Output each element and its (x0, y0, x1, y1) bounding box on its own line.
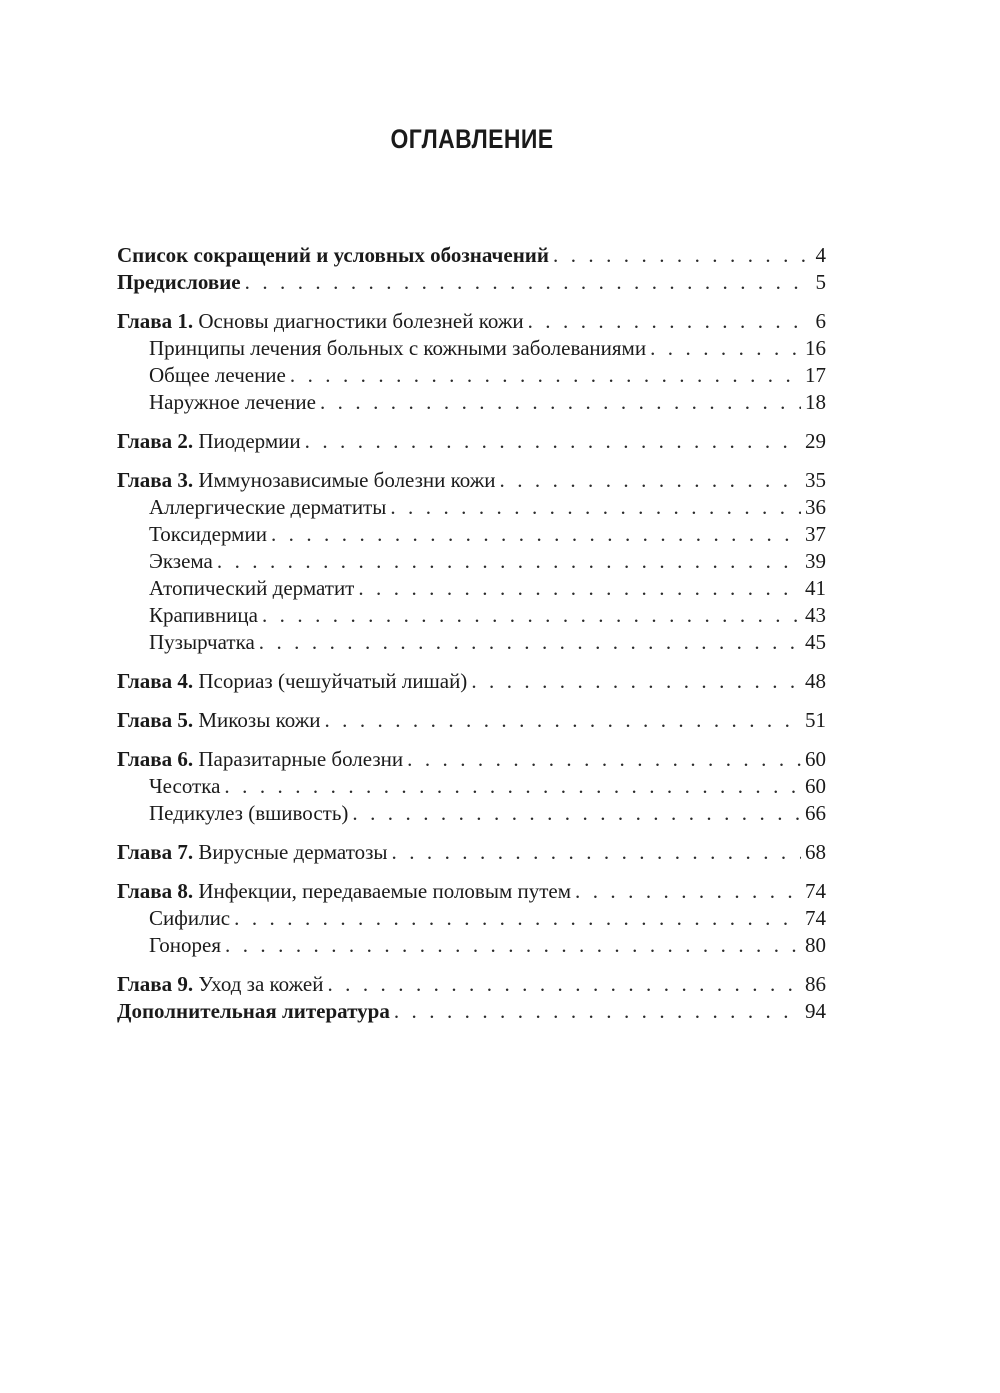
toc-group (117, 878, 826, 959)
toc-entry-heading: Дополнительная литература (117, 999, 390, 1023)
toc-subentry[interactable] (117, 335, 826, 362)
toc-subentry[interactable] (117, 521, 826, 548)
toc-entry-heading: Глава 8. (117, 879, 194, 903)
toc-page-number: 60 (805, 774, 826, 798)
dot-leader (271, 521, 801, 548)
toc-page-number: 74 (805, 879, 826, 903)
toc-entry-label (117, 428, 301, 455)
toc-subentry[interactable] (117, 389, 826, 416)
toc-subentry[interactable] (117, 494, 826, 521)
toc-entry-label (149, 389, 316, 416)
toc-page-number: 60 (805, 747, 826, 771)
toc-page-number: 51 (805, 708, 826, 732)
toc-entry-label (149, 905, 230, 932)
toc-subentry[interactable] (117, 773, 826, 800)
toc-page-number: 16 (805, 336, 826, 360)
toc-entry-label (117, 971, 323, 998)
toc-subentry[interactable] (117, 905, 826, 932)
dot-leader (575, 878, 801, 905)
toc-entry[interactable] (117, 467, 826, 494)
toc-page-number: 4 (815, 243, 826, 267)
dot-leader (352, 800, 801, 827)
toc-entry-title: Вирусные дерматозы (193, 840, 388, 864)
dot-leader (390, 494, 801, 521)
dot-leader (262, 602, 801, 629)
dot-leader (290, 362, 801, 389)
toc-subentry[interactable] (117, 602, 826, 629)
toc-page-number: 43 (805, 603, 826, 627)
toc-page-number: 74 (805, 906, 826, 930)
toc-entry-title: Общее лечение (149, 363, 286, 387)
toc-page-number: 35 (805, 468, 826, 492)
toc-entry-heading: Глава 7. (117, 840, 194, 864)
toc-entry-title: Паразитарные болезни (193, 747, 404, 771)
toc-entry-label (149, 773, 220, 800)
toc-entry-heading: Глава 5. (117, 708, 194, 732)
toc-entry-title: Принципы лечения больных с кожными заболеваниями (149, 336, 647, 360)
toc-group (117, 746, 826, 827)
toc-entry-title: Иммунозависимые болезни кожи (193, 468, 496, 492)
toc-entry-label (149, 629, 255, 656)
toc-page-number: 36 (805, 495, 826, 519)
dot-leader (500, 467, 801, 494)
toc-entry-title: Чесотка (149, 774, 221, 798)
toc-entry-heading: Глава 2. (117, 429, 194, 453)
toc-page-number: 5 (815, 270, 826, 294)
toc-page-number: 37 (805, 522, 826, 546)
toc-page-number: 66 (805, 801, 826, 825)
toc-entry-label (149, 800, 348, 827)
toc-entry-label (149, 494, 386, 521)
toc-entry-label (149, 521, 267, 548)
dot-leader (358, 575, 801, 602)
dot-leader (225, 932, 801, 959)
toc-group (117, 668, 826, 695)
toc-entry-heading: Глава 4. (117, 669, 194, 693)
toc-entry-title: Токсидермии (149, 522, 267, 546)
toc-entry-label (117, 707, 320, 734)
toc-group (117, 308, 826, 416)
toc-entry-title: Пиодермии (193, 429, 301, 453)
toc-entry[interactable] (117, 746, 826, 773)
toc-page-number: 18 (805, 390, 826, 414)
toc-subentry[interactable] (117, 629, 826, 656)
toc-entry-title: Сифилис (149, 906, 231, 930)
toc-entry-title: Гонорея (149, 933, 222, 957)
table-of-contents (117, 242, 826, 1037)
toc-entry-title: Основы диагностики болезней кожи (193, 309, 524, 333)
dot-leader (471, 668, 801, 695)
toc-entry[interactable] (117, 242, 826, 269)
dot-leader (650, 335, 801, 362)
toc-entry-label (117, 878, 571, 905)
toc-page-number: 29 (805, 429, 826, 453)
toc-entry-label (149, 932, 221, 959)
toc-group (117, 428, 826, 455)
toc-group (117, 707, 826, 734)
dot-leader (392, 839, 802, 866)
toc-entry-label (149, 362, 286, 389)
toc-entry-label (149, 548, 213, 575)
dot-leader (407, 746, 801, 773)
toc-entry-heading: Глава 6. (117, 747, 194, 771)
toc-entry-title: Атопический дерматит (149, 576, 355, 600)
toc-entry-label (149, 602, 258, 629)
toc-group (117, 467, 826, 656)
toc-page-number: 48 (805, 669, 826, 693)
toc-page-number: 39 (805, 549, 826, 573)
toc-entry-heading: Список сокращений и условных обозначений (117, 243, 549, 267)
toc-entry-heading: Предисловие (117, 270, 241, 294)
toc-entry-title: Инфекции, передаваемые половым путем (193, 879, 572, 903)
toc-entry[interactable] (117, 971, 826, 998)
toc-entry-label (149, 335, 646, 362)
toc-entry-title: Крапивница (149, 603, 258, 627)
page-title: ОГЛАВЛЕНИЕ (390, 124, 554, 154)
toc-page-number: 6 (815, 309, 826, 333)
toc-entry[interactable] (117, 428, 826, 455)
toc-entry-title: Псориаз (чешуйчатый лишай) (193, 669, 468, 693)
toc-entry-label (117, 839, 388, 866)
dot-leader (224, 773, 801, 800)
toc-page-number: 45 (805, 630, 826, 654)
dot-leader (320, 389, 801, 416)
toc-page-number: 17 (805, 363, 826, 387)
dot-leader (245, 269, 812, 296)
toc-page-number: 80 (805, 933, 826, 957)
toc-group (117, 839, 826, 866)
dot-leader (528, 308, 812, 335)
toc-entry-title: Педикулез (вшивость) (149, 801, 349, 825)
toc-entry-label (149, 575, 354, 602)
dot-leader (259, 629, 801, 656)
toc-entry-label (117, 467, 496, 494)
toc-subentry[interactable] (117, 932, 826, 959)
toc-entry-label (117, 668, 467, 695)
toc-entry-heading: Глава 9. (117, 972, 194, 996)
toc-page-number: 68 (805, 840, 826, 864)
toc-entry-label (117, 242, 549, 269)
toc-entry-title: Микозы кожи (193, 708, 321, 732)
toc-entry-title: Уход за кожей (193, 972, 324, 996)
toc-entry-title: Аллергические дерматиты (149, 495, 387, 519)
toc-group (117, 242, 826, 296)
dot-leader (394, 998, 801, 1025)
toc-subentry[interactable] (117, 575, 826, 602)
toc-page-number: 86 (805, 972, 826, 996)
toc-entry-label (117, 746, 403, 773)
toc-group (117, 971, 826, 1025)
dot-leader (305, 428, 801, 455)
toc-entry[interactable] (117, 269, 826, 296)
toc-entry[interactable] (117, 308, 826, 335)
toc-entry-label (117, 998, 390, 1025)
toc-entry-title: Пузырчатка (149, 630, 255, 654)
dot-leader (217, 548, 801, 575)
dot-leader (324, 707, 801, 734)
toc-entry[interactable] (117, 707, 826, 734)
dot-leader (327, 971, 801, 998)
dot-leader (234, 905, 801, 932)
toc-entry-label (117, 269, 241, 296)
toc-page-number: 41 (805, 576, 826, 600)
toc-page-number: 94 (805, 999, 826, 1023)
toc-entry[interactable] (117, 668, 826, 695)
toc-entry-label (117, 308, 524, 335)
toc-subentry[interactable] (117, 362, 826, 389)
dot-leader (553, 242, 812, 269)
toc-entry[interactable] (117, 998, 826, 1025)
toc-entry-heading: Глава 1. (117, 309, 194, 333)
toc-entry-title: Экзема (149, 549, 213, 573)
toc-subentry[interactable] (117, 548, 826, 575)
toc-entry-heading: Глава 3. (117, 468, 194, 492)
toc-entry[interactable] (117, 839, 826, 866)
toc-subentry[interactable] (117, 800, 826, 827)
toc-entry[interactable] (117, 878, 826, 905)
toc-entry-title: Наружное лечение (149, 390, 316, 414)
